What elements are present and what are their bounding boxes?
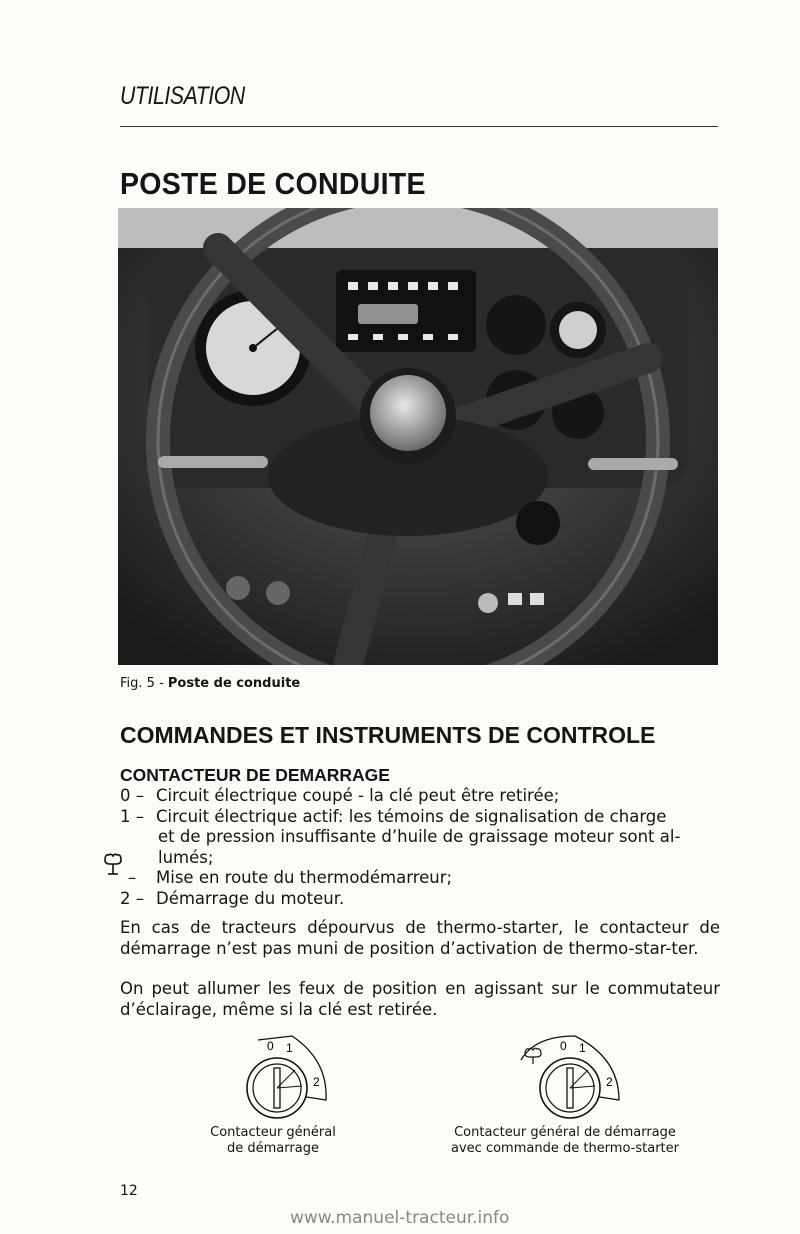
section-header: UTILISATION (120, 82, 245, 110)
caption-line: de démarrage (227, 1141, 319, 1156)
item-number: 0 – (120, 786, 144, 805)
caption-line: Contacteur général (210, 1125, 336, 1140)
item-text: Circuit électrique actif: les témoins de signalisation de charge (156, 806, 667, 826)
ignition-switch-thermo-diagram (515, 1030, 625, 1120)
switch-caption (425, 1125, 705, 1157)
item-text-continued: et de pression insuffisante d’huile de graissage moteur sont al- (158, 827, 681, 846)
item-text: Circuit électrique coupé - la clé peut être retirée; (156, 786, 560, 805)
ignition-heading: CONTACTEUR DE DEMARRAGE (120, 765, 390, 785)
item-text-continued: lumés; (158, 847, 214, 867)
figure-caption (120, 676, 300, 691)
paragraph: On peut allumer les feux de position en agissant sur le commutateur d’éclairage, même si la clé est retirée. (120, 979, 720, 1019)
list-item (120, 889, 720, 910)
page-title: POSTE DE CONDUITE (120, 166, 426, 201)
ignition-position-list (120, 786, 720, 909)
switch-position-1: 1 (579, 1041, 586, 1055)
list-item (120, 786, 720, 807)
caption-line: Contacteur général de démarrage (454, 1125, 676, 1140)
paragraph: En cas de tracteurs dépourvus de thermo-starter, le contacteur de démarrage n’est pas muni de position d’activation de thermo-star-ter. (120, 918, 720, 958)
switch-position-1: 1 (286, 1041, 293, 1055)
thermo-starter-icon (525, 1048, 541, 1064)
page-number: 12 (120, 1183, 138, 1199)
item-number: – (128, 868, 137, 887)
figure-title: Poste de conduite (167, 676, 301, 691)
switch-caption (178, 1125, 368, 1157)
watermark: www.manuel-tracteur.info (290, 1208, 510, 1228)
switch-position-2: 2 (606, 1075, 613, 1089)
item-text: Mise en route du thermodémarreur; (156, 868, 453, 887)
dashboard-photo-illustration (118, 208, 718, 665)
caption-line: avec commande de thermo-starter (451, 1141, 679, 1156)
item-number: 1 – (120, 806, 144, 826)
header-rule (120, 126, 718, 127)
switch-position-0: 0 (560, 1039, 567, 1053)
controls-heading: COMMANDES ET INSTRUMENTS DE CONTROLE (120, 722, 656, 748)
item-number: 2 – (120, 888, 144, 908)
ignition-switch-diagram (240, 1030, 330, 1120)
list-item (120, 868, 720, 889)
figure-label: Fig. 5 - (120, 676, 168, 691)
dashboard-photo (118, 208, 718, 665)
switch-position-0: 0 (267, 1039, 274, 1053)
item-text: Démarrage du moteur. (156, 888, 345, 908)
switch-position-2: 2 (313, 1075, 320, 1089)
list-item (120, 807, 720, 869)
